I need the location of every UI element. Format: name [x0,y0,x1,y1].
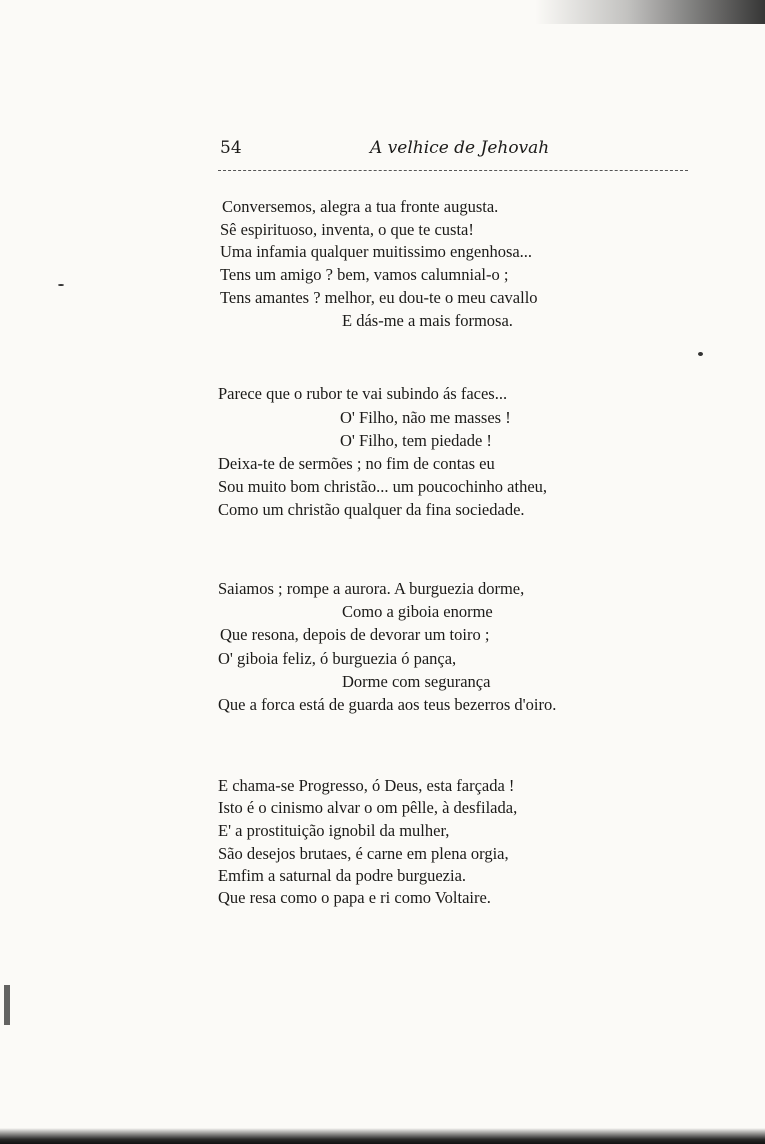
verse-line: Uma infamia qualquer muitissimo engenhosa... [220,242,533,261]
verse-line: Que a forca está de guarda aos teus bezerros d'oiro. [218,695,557,714]
header-rule [218,170,688,171]
verse-line: São desejos brutaes, é carne em plena orgia, [218,844,509,863]
page-header [220,138,688,166]
running-title: A velhice de Jehovah [370,138,550,158]
verse-line: E dás-me a mais formosa. [342,311,513,330]
verse-line: Tens amantes ? melhor, eu dou-te o meu cavallo [220,288,538,307]
verse-line: Como um christão qualquer da fina sociedade. [218,500,525,519]
verse-line: O' Filho, não me masses ! [340,408,511,427]
scan-margin-mark [4,985,10,1025]
scan-edge-shadow-top [535,0,765,24]
verse-line: E chama-se Progresso, ó Deus, esta farçada ! [218,776,515,795]
verse-line: O' Filho, tem piedade ! [340,431,492,450]
scan-edge-shadow-bottom [0,1128,765,1144]
verse-line: Tens um amigo ? bem, vamos calumnial-o ; [220,265,509,284]
ink-speck [58,284,64,286]
verse-line: Parece que o rubor te vai subindo ás faces... [218,384,508,403]
ink-speck [698,352,703,356]
verse-line: Que resona, depois de devorar um toiro ; [220,625,490,644]
verse-line: Dorme com segurança [342,672,491,691]
verse-line: E' a prostituição ignobil da mulher, [218,821,450,840]
verse-line: Conversemos, alegra a tua fronte augusta. [222,197,499,216]
verse-line: Sou muito bom christão... um poucochinho atheu, [218,477,548,496]
verse-line: Saiamos ; rompe a aurora. A burguezia dorme, [218,579,525,598]
page-number: 54 [220,138,242,158]
verse-line: Isto é o cinismo alvar o om pêlle, à desfilada, [218,798,518,817]
verse-line: Sê espirituoso, inventa, o que te custa! [220,220,474,239]
verse-line: Deixa-te de sermões ; no fim de contas eu [218,454,495,473]
verse-line: O' giboia feliz, ó burguezia ó pança, [218,649,457,668]
verse-line: Emfim a saturnal da podre burguezia. [218,866,467,885]
verse-line: Como a giboia enorme [342,602,493,621]
verse-line: Que resa como o papa e ri como Voltaire. [218,888,491,907]
